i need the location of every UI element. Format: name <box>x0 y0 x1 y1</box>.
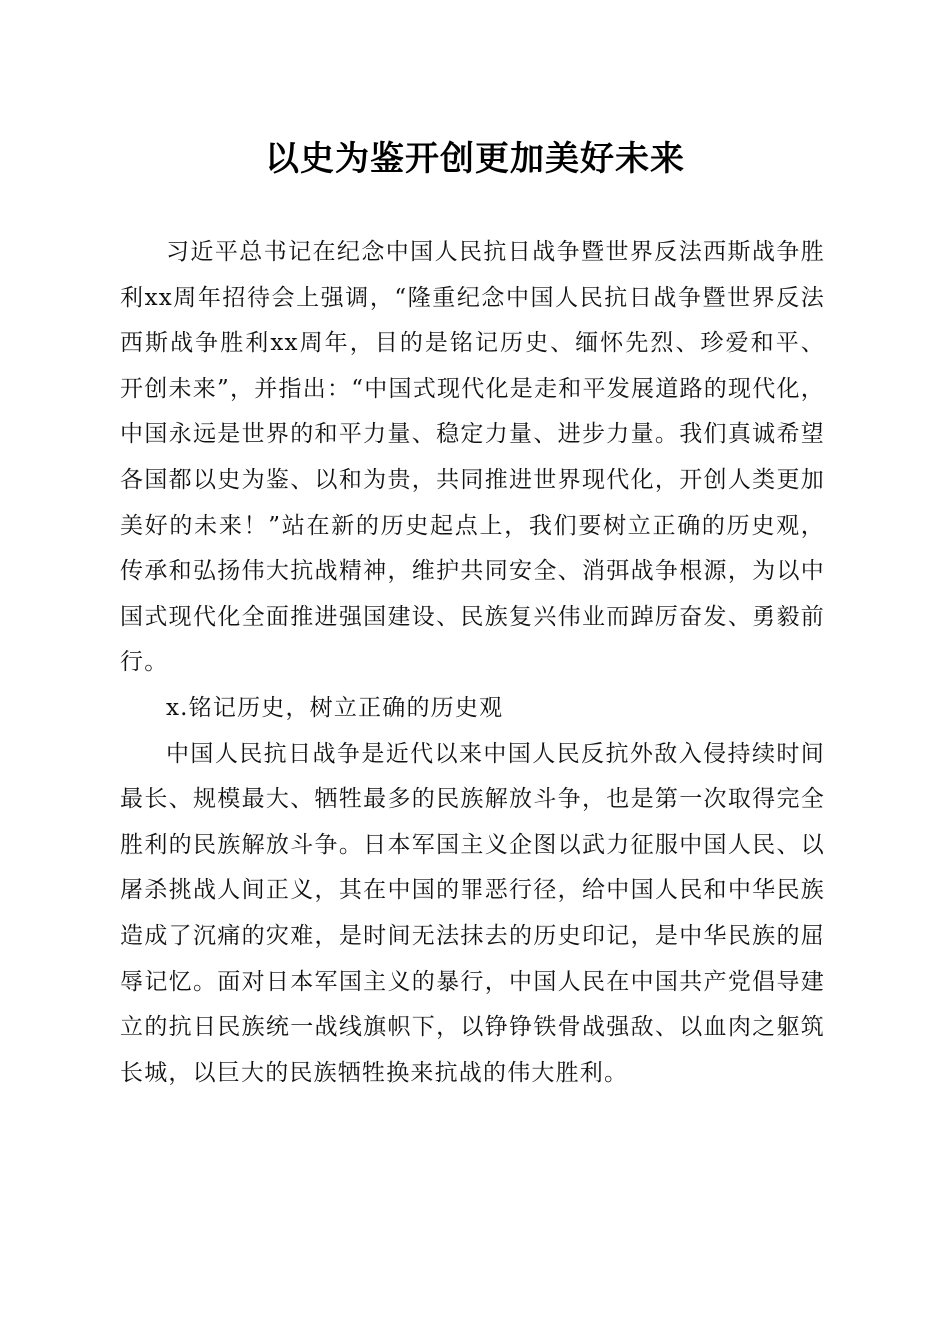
document-body <box>120 230 825 1096</box>
section-heading: x.铭记历史，树立正确的历史观 <box>166 694 504 721</box>
document-title: 以史为鉴开创更加美好未来 <box>265 139 685 179</box>
intro-paragraph: 习近平总书记在纪念中国人民抗日战争暨世界反法西斯战争胜利xx周年招待会上强调，“隆重纪念中国人民抗日战争暨世界反法西斯战争胜利xx周年，目的是铭记历史、缅怀先烈、珍爱和平、开创未来”，并指出：“中国式现代化是走和平发展道路的现代化，中国永远是世界的和平力量、稳定力量、进步力量。我们真诚希望各国都以史为鉴、以和为贵，共同推进世界现代化，开创人类更加美好的未来！”站在新的历史起点上，我们要树立正确的历史观，传承和弘扬伟大抗战精神，维护共同安全、消弭战争根源，为以中国式现代化全面推进强国建设、民族复兴伟业而踔厉奋发、勇毅前行。 <box>120 239 825 676</box>
body-paragraph: 中国人民抗日战争是近代以来中国人民反抗外敌入侵持续时间最长、规模最大、牺牲最多的民族解放斗争，也是第一次取得完全胜利的民族解放斗争。日本军国主义企图以武力征服中国人民、以屠杀挑战人间正义，其在中国的罪恶行径，给中国人民和中华民族造成了沉痛的灾难，是时间无法抹去的历史印记，是中华民族的屈辱记忆。面对日本军国主义的暴行，中国人民在中国共产党倡导建立的抗日民族统一战线旗帜下，以铮铮铁骨战强敌、以血肉之躯筑长城，以巨大的民族牺牲换来抗战的伟大胜利。 <box>120 740 825 1086</box>
